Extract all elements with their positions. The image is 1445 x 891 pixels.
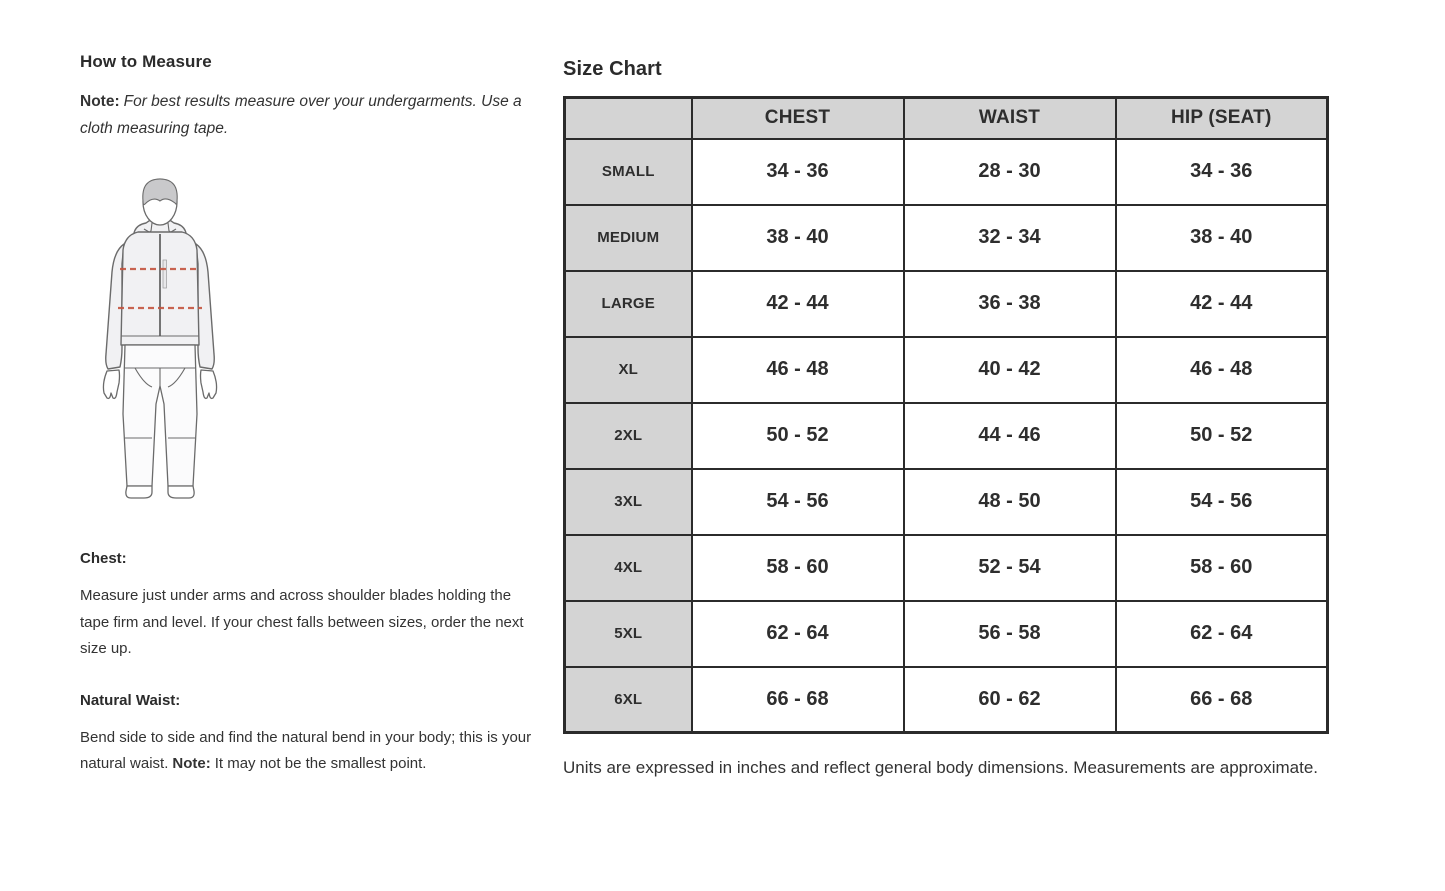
waist-value: 56 - 58 <box>904 601 1116 667</box>
natural-waist-note-text: It may not be the smallest point. <box>214 755 427 773</box>
waist-value: 36 - 38 <box>904 271 1116 337</box>
size-chart-section <box>563 58 1328 782</box>
table-row-small <box>565 139 1328 205</box>
table-row-large <box>565 271 1328 337</box>
hip-value: 62 - 64 <box>1116 601 1328 667</box>
waist-value: 40 - 42 <box>904 337 1116 403</box>
hip-value: 34 - 36 <box>1116 139 1328 205</box>
chest-value: 54 - 56 <box>692 469 904 535</box>
table-row-5xl <box>565 601 1328 667</box>
size-chart-title: Size Chart <box>563 58 662 80</box>
chest-value: 66 - 68 <box>692 667 904 733</box>
person-figure-icon <box>94 172 226 504</box>
size-label: 3XL <box>565 469 692 535</box>
chest-value: 58 - 60 <box>692 535 904 601</box>
natural-waist-body-text: Bend side to side and find the natural bend in your body; this is your natural waist. <box>80 729 532 773</box>
table-row-xl <box>565 337 1328 403</box>
chest-value: 46 - 48 <box>692 337 904 403</box>
size-label: SMALL <box>565 139 692 205</box>
hip-value: 42 - 44 <box>1116 271 1328 337</box>
measure-note <box>80 88 535 142</box>
size-label: XL <box>565 337 692 403</box>
header-cell-chest: CHEST <box>692 98 904 139</box>
hip-value: 38 - 40 <box>1116 205 1328 271</box>
table-row-6xl <box>565 667 1328 733</box>
how-to-measure-heading: How to Measure <box>80 52 212 71</box>
table-row-4xl <box>565 535 1328 601</box>
size-label: MEDIUM <box>565 205 692 271</box>
note-text: For best results measure over your undergarments. Use a cloth measuring tape. <box>80 93 522 138</box>
size-label: 2XL <box>565 403 692 469</box>
size-chart-table <box>563 96 1329 734</box>
chest-value: 50 - 52 <box>692 403 904 469</box>
waist-value: 32 - 34 <box>904 205 1116 271</box>
size-table-header-row <box>565 98 1328 139</box>
waist-value: 52 - 54 <box>904 535 1116 601</box>
chest-value: 38 - 40 <box>692 205 904 271</box>
how-to-measure-section <box>80 52 535 808</box>
natural-waist-section-body <box>80 725 535 778</box>
waist-value: 44 - 46 <box>904 403 1116 469</box>
waist-value: 28 - 30 <box>904 139 1116 205</box>
table-row-2xl <box>565 403 1328 469</box>
hip-value: 54 - 56 <box>1116 469 1328 535</box>
size-label: 4XL <box>565 535 692 601</box>
waist-value: 48 - 50 <box>904 469 1116 535</box>
size-label: LARGE <box>565 271 692 337</box>
note-label: Note: <box>80 93 120 110</box>
hip-value: 58 - 60 <box>1116 535 1328 601</box>
hip-value: 66 - 68 <box>1116 667 1328 733</box>
hip-value: 50 - 52 <box>1116 403 1328 469</box>
chest-section-body: Measure just under arms and across shoulder blades holding the tape firm and level. If your chest falls between sizes, order the next size up. <box>80 587 524 657</box>
person-measurement-illustration <box>94 172 226 504</box>
waist-value: 60 - 62 <box>904 667 1116 733</box>
table-row-3xl <box>565 469 1328 535</box>
chest-value: 62 - 64 <box>692 601 904 667</box>
natural-waist-section-title: Natural Waist: <box>80 692 181 709</box>
header-cell-blank <box>565 98 692 139</box>
size-label: 6XL <box>565 667 692 733</box>
chest-value: 42 - 44 <box>692 271 904 337</box>
units-footnote: Units are expressed in inches and reflect general body dimensions. Measurements are approximate. <box>563 758 1319 777</box>
hip-value: 46 - 48 <box>1116 337 1328 403</box>
header-cell-hip: HIP (SEAT) <box>1116 98 1328 139</box>
chest-value: 34 - 36 <box>692 139 904 205</box>
size-label: 5XL <box>565 601 692 667</box>
table-row-medium <box>565 205 1328 271</box>
header-cell-waist: WAIST <box>904 98 1116 139</box>
natural-waist-note-label: Note: <box>172 755 211 773</box>
chest-section-title: Chest: <box>80 550 127 568</box>
